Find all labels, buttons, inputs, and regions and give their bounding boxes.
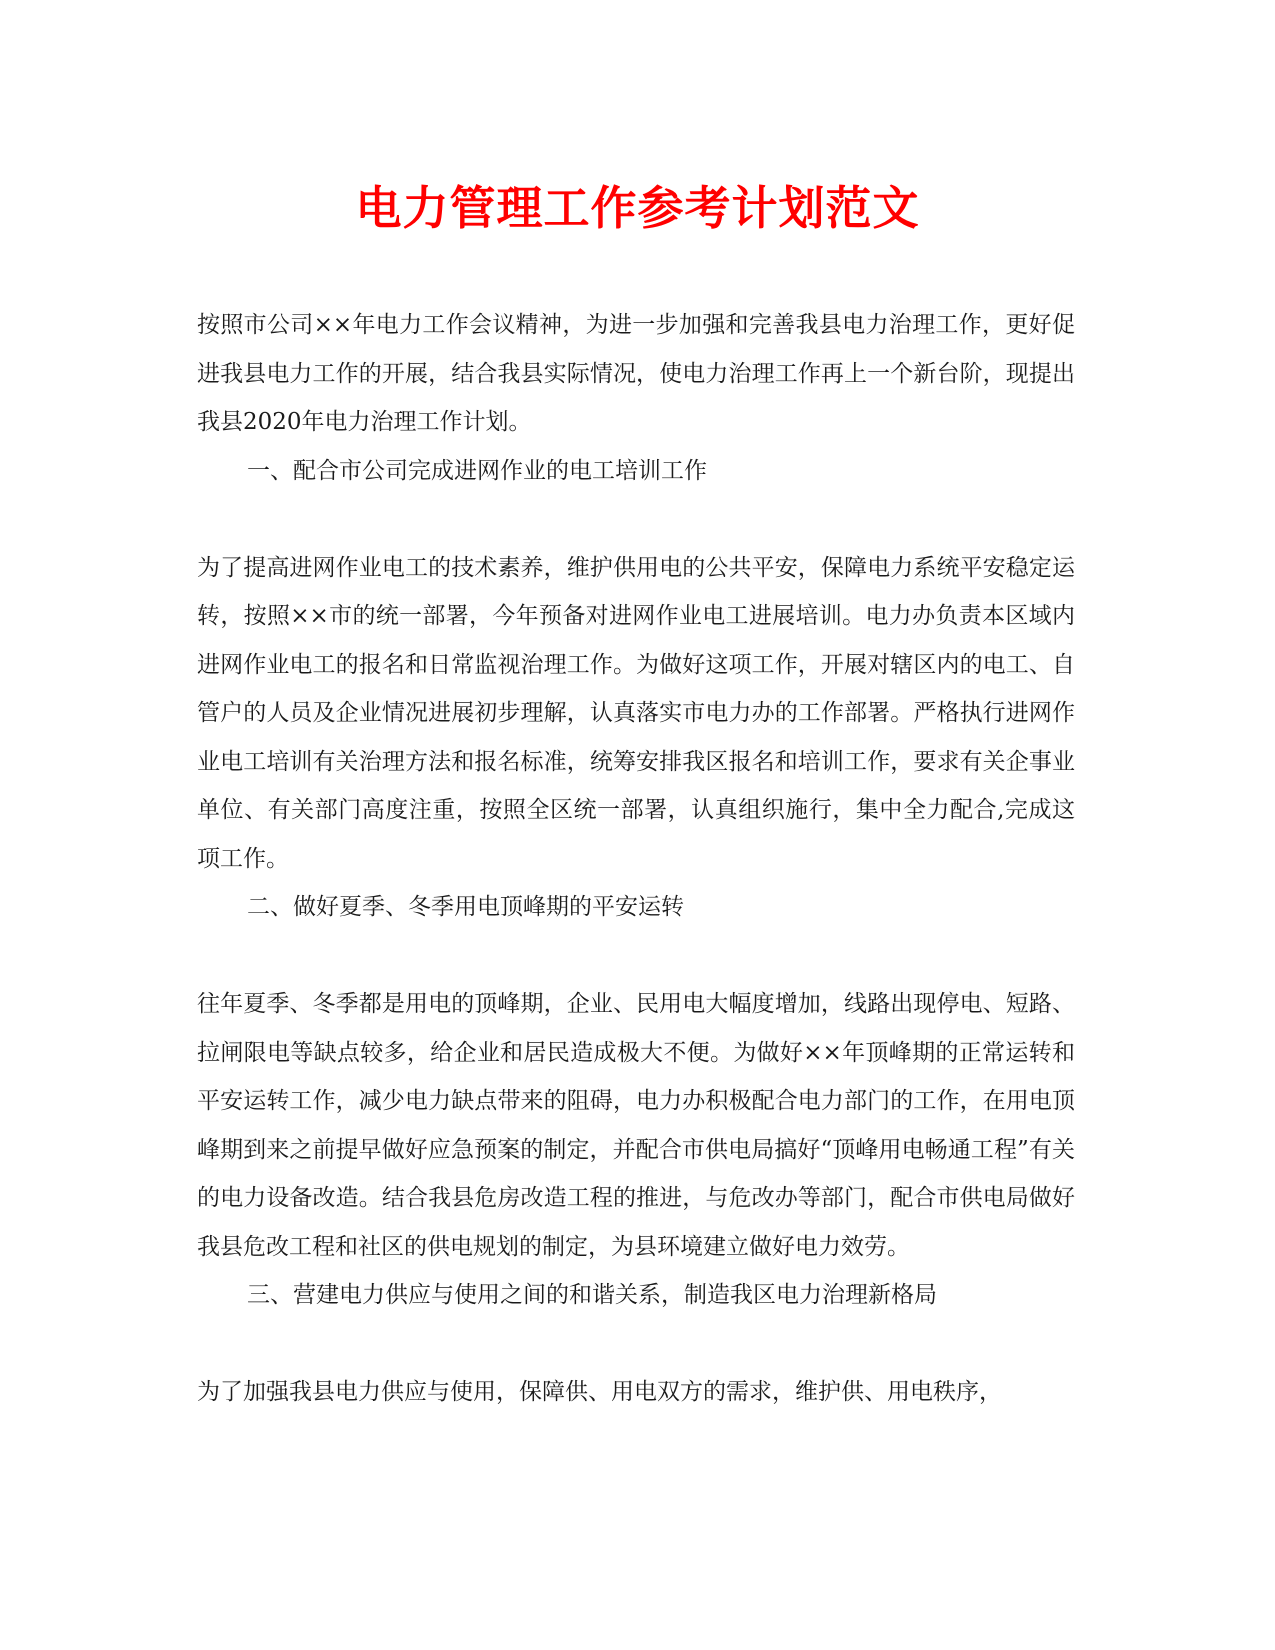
section-1-body: 为了提高进网作业电工的技术素养，维护供用电的公共平安，保障电力系统平安稳定运转，按照××市的统一部署，今年预备对进网作业电工进展培训。电力办负责本区域内进网作业电工的报名和日常监视治理工作。为做好这项工作，开展对辖区内的电工、自管户的人员及企业情况进展初步理解，认真落实市电力办的工作部署。严格执行进网作业电工培训有关治理方法和报名标准，统筹安排我区报名和培训工作，要求有关企事业单位、有关部门高度注重，按照全区统一部署，认真组织施行，集中全力配合,完成这项工作。 (197, 554, 1075, 872)
section-2-heading: 二、做好夏季、冬季用电顶峰期的平安运转 (247, 894, 684, 920)
section-3-heading: 三、营建电力供应与使用之间的和谐关系，制造我区电力治理新格局 (247, 1282, 937, 1308)
section-3-body: 为了加强我县电力供应与使用，保障供、用电双方的需求，维护供、用电秩序， (197, 1379, 1002, 1405)
intro-paragraph: 按照市公司××年电力工作会议精神，为进一步加强和完善我县电力治理工作，更好促进我县电力工作的开展，结合我县实际情况，使电力治理工作再上一个新台阶，现提出我县2020年电力治理工作计划。 (197, 312, 1075, 435)
section-2-body: 往年夏季、冬季都是用电的顶峰期，企业、民用电大幅度增加，线路出现停电、短路、拉闸限电等缺点较多，给企业和居民造成极大不便。为做好××年顶峰期的正常运转和平安运转工作，减少电力缺点带来的阻碍，电力办积极配合电力部门的工作，在用电顶峰期到来之前提早做好应急预案的制定，并配合市供电局搞好“顶峰用电畅通工程”有关的电力设备改造。结合我县危房改造工程的推进，与危改办等部门，配合市供电局做好我县危改工程和社区的供电规划的制定，为县环境建立做好电力效劳。 (197, 991, 1075, 1260)
document-title: 电力管理工作参考计划范文 (355, 181, 920, 235)
document-body (197, 301, 1075, 1417)
section-1-heading: 一、配合市公司完成进网作业的电工培训工作 (247, 457, 707, 484)
